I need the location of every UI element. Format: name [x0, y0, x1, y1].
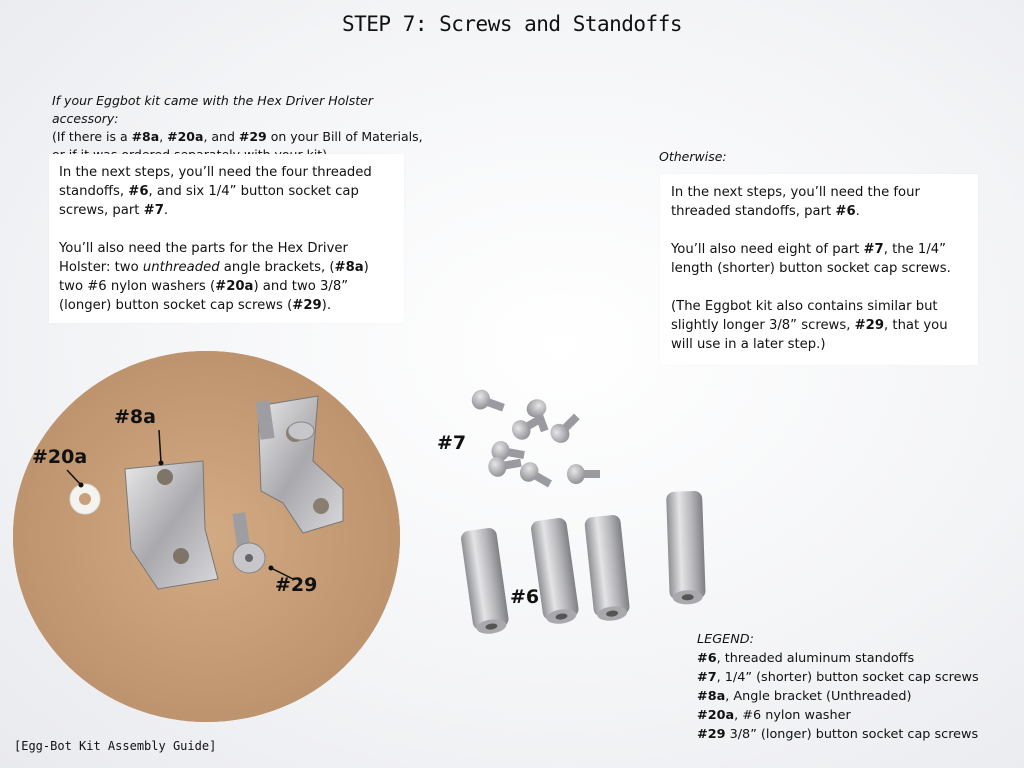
- legend-heading: LEGEND:: [697, 632, 754, 647]
- label-7: #7: [437, 432, 467, 454]
- otherwise-paragraph-2: You’ll also need eight of part #7, the 1/4” length (shorter) button socket cap screws.: [671, 242, 951, 276]
- holster-parts-photo: [13, 351, 400, 722]
- label-6: #6: [510, 586, 540, 608]
- otherwise-heading: Otherwise:: [659, 149, 727, 164]
- page-title: STEP 7: Screws and Standoffs: [341, 12, 682, 36]
- legend-item: #6, threaded aluminum standoffs: [697, 651, 915, 666]
- holster-instructions-box: [49, 154, 404, 323]
- standoffs-and-screws-photo: [430, 370, 730, 650]
- label-20a: #20a: [32, 446, 88, 468]
- holster-paragraph-2: You’ll also need the parts for the Hex Driver Holster: two unthreaded angle brackets, (#8a) two #6 nylon washers (#20a) and two 3/8” (longer) button socket cap screws (#29).: [59, 241, 369, 313]
- legend-item: #29 3/8” (longer) button socket cap screws: [697, 727, 979, 742]
- label-29: #29: [275, 574, 318, 596]
- otherwise-paragraph-1: In the next steps, you’ll need the four threaded standoffs, part #6.: [671, 185, 920, 219]
- otherwise-paragraph-3: (The Eggbot kit also contains similar but slightly longer 3/8” screws, #29, that you will use in a later step.): [671, 299, 948, 352]
- holster-heading: If your Eggbot kit came with the Hex Driver Holster accessory:: [52, 93, 373, 126]
- legend-item: #7, 1/4” (shorter) button socket cap screws: [697, 670, 979, 685]
- legend-item: #8a, Angle bracket (Unthreaded): [697, 689, 912, 704]
- otherwise-instructions-box: [660, 174, 978, 365]
- nylon-washer: [70, 484, 100, 514]
- standoffs-group: [460, 491, 706, 636]
- holster-subnote: (If there is a #8a, #20a, and #29 on your Bill of Materials,: [52, 129, 423, 144]
- footer: [Egg-Bot Kit Assembly Guide]: [14, 739, 217, 753]
- holster-paragraph-1: In the next steps, you’ll need the four threaded standoffs, #6, and six 1/4” button socket cap screws, part #7.: [59, 165, 372, 218]
- label-8a: #8a: [114, 406, 156, 428]
- legend-item: #20a, #6 nylon washer: [697, 708, 851, 723]
- short-screws-group: [469, 387, 600, 492]
- legend: [697, 630, 979, 744]
